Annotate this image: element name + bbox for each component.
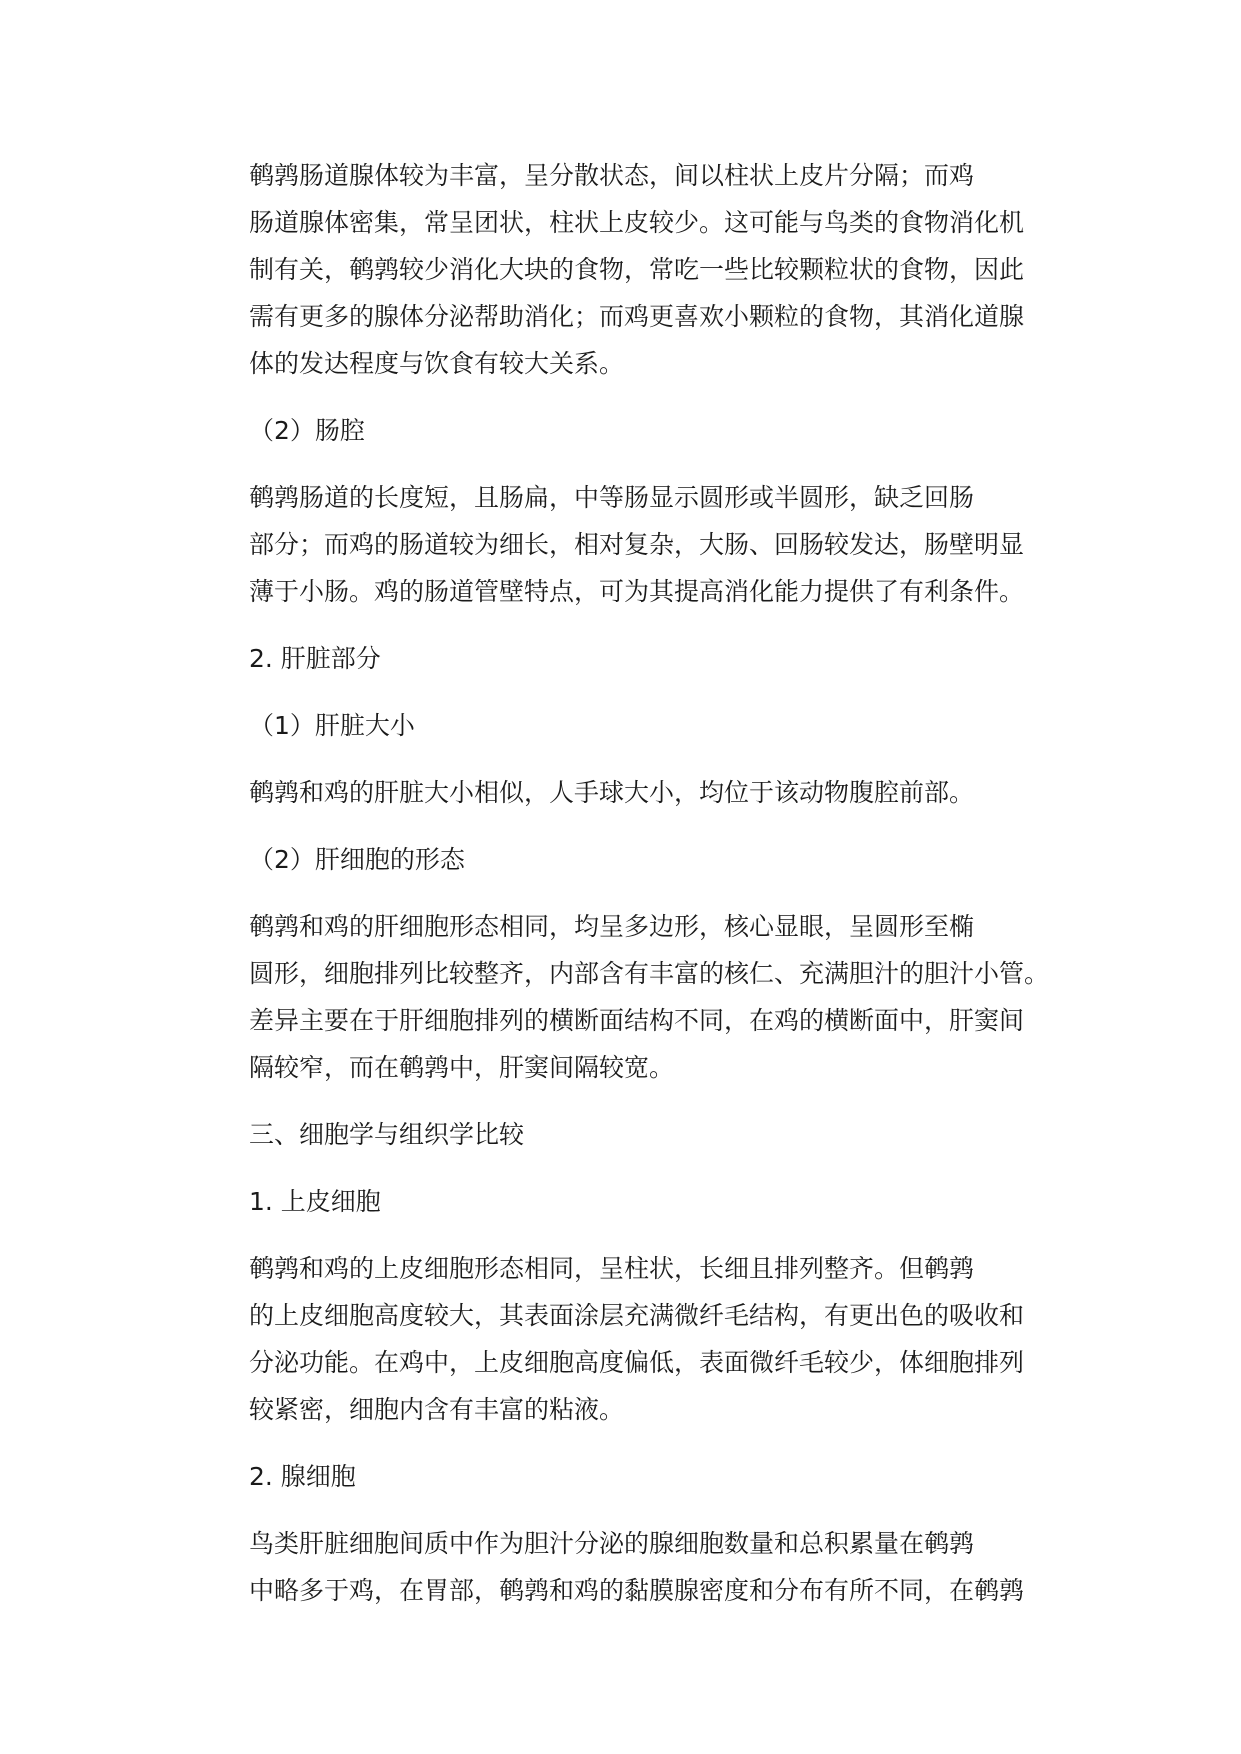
text-line: 需有更多的腺体分泌帮助消化；而鸡更喜欢小颗粒的食物，其消化道腺 [249, 302, 1025, 331]
text-line: 隔较窄，而在鹌鹑中，肝窦间隔较宽。 [249, 1053, 675, 1082]
text-line: 肠道腺体密集，常呈团状，柱状上皮较少。这可能与鸟类的食物消化机 [249, 208, 1025, 237]
text-line: 分泌功能。在鸡中，上皮细胞高度偏低，表面微纤毛较少，体细胞排列 [249, 1348, 1025, 1377]
heading-cytology-histology: 三、细胞学与组织学比较 [249, 1120, 525, 1149]
paragraph-intestinal-glands [190, 152, 1070, 387]
text-line: 鹌鹑肠道腺体较为丰富，呈分散状态，间以柱状上皮片分隔；而鸡 [249, 161, 975, 190]
text-line: 部分；而鸡的肠道较为细长，相对复杂，大肠、回肠较发达，肠壁明显 [249, 530, 1025, 559]
heading-hepatocyte-morphology: （2）肝细胞的形态 [249, 845, 465, 874]
text-line: 体的发达程度与饮食有较大关系。 [249, 349, 625, 378]
text-line: 薄于小肠。鸡的肠道管壁特点，可为其提高消化能力提供了有利条件。 [249, 577, 1025, 606]
heading-liver-size: （1）肝脏大小 [249, 711, 415, 740]
text-line: 中略多于鸡，在胃部，鹌鹑和鸡的黏膜腺密度和分布有所不同，在鹌鹑 [249, 1576, 1025, 1605]
text-line: 的上皮细胞高度较大，其表面涂层充满微纤毛结构，有更出色的吸收和 [249, 1301, 1025, 1330]
document-body [190, 152, 1070, 1634]
heading-epithelial-cells: 1. 上皮细胞 [249, 1187, 381, 1216]
paragraph-epithelial-cells [190, 1245, 1070, 1433]
text-line: 较紧密，细胞内含有丰富的粘液。 [249, 1395, 625, 1424]
paragraph-hepatocyte-morphology [190, 903, 1070, 1091]
text-line: 差异主要在于肝细胞排列的横断面结构不同，在鸡的横断面中，肝窦间 [249, 1006, 1025, 1035]
paragraph-liver-size [190, 769, 1070, 816]
heading-liver-section: 2. 肝脏部分 [249, 644, 381, 673]
paragraph-intestinal-lumen [190, 474, 1070, 615]
text-line: 鹌鹑和鸡的上皮细胞形态相同，呈柱状，长细且排列整齐。但鹌鹑 [249, 1254, 975, 1283]
heading-gland-cells: 2. 腺细胞 [249, 1462, 356, 1491]
text-line: 鹌鹑和鸡的肝细胞形态相同，均呈多边形，核心显眼，呈圆形至椭 [249, 912, 975, 941]
text-line: 圆形，细胞排列比较整齐，内部含有丰富的核仁、充满胆汁的胆汁小管。 [249, 959, 1050, 988]
paragraph-gland-cells [190, 1520, 1070, 1614]
text-line: 鸟类肝脏细胞间质中作为胆汁分泌的腺细胞数量和总积累量在鹌鹑 [249, 1529, 975, 1558]
text-line: 制有关，鹌鹑较少消化大块的食物，常吃一些比较颗粒状的食物，因此 [249, 255, 1025, 284]
text-line: 鹌鹑肠道的长度短，且肠扁，中等肠显示圆形或半圆形，缺乏回肠 [249, 483, 975, 512]
text-line: 鹌鹑和鸡的肝脏大小相似，人手球大小，均位于该动物腹腔前部。 [249, 778, 975, 807]
heading-intestinal-lumen: （2）肠腔 [249, 416, 365, 445]
